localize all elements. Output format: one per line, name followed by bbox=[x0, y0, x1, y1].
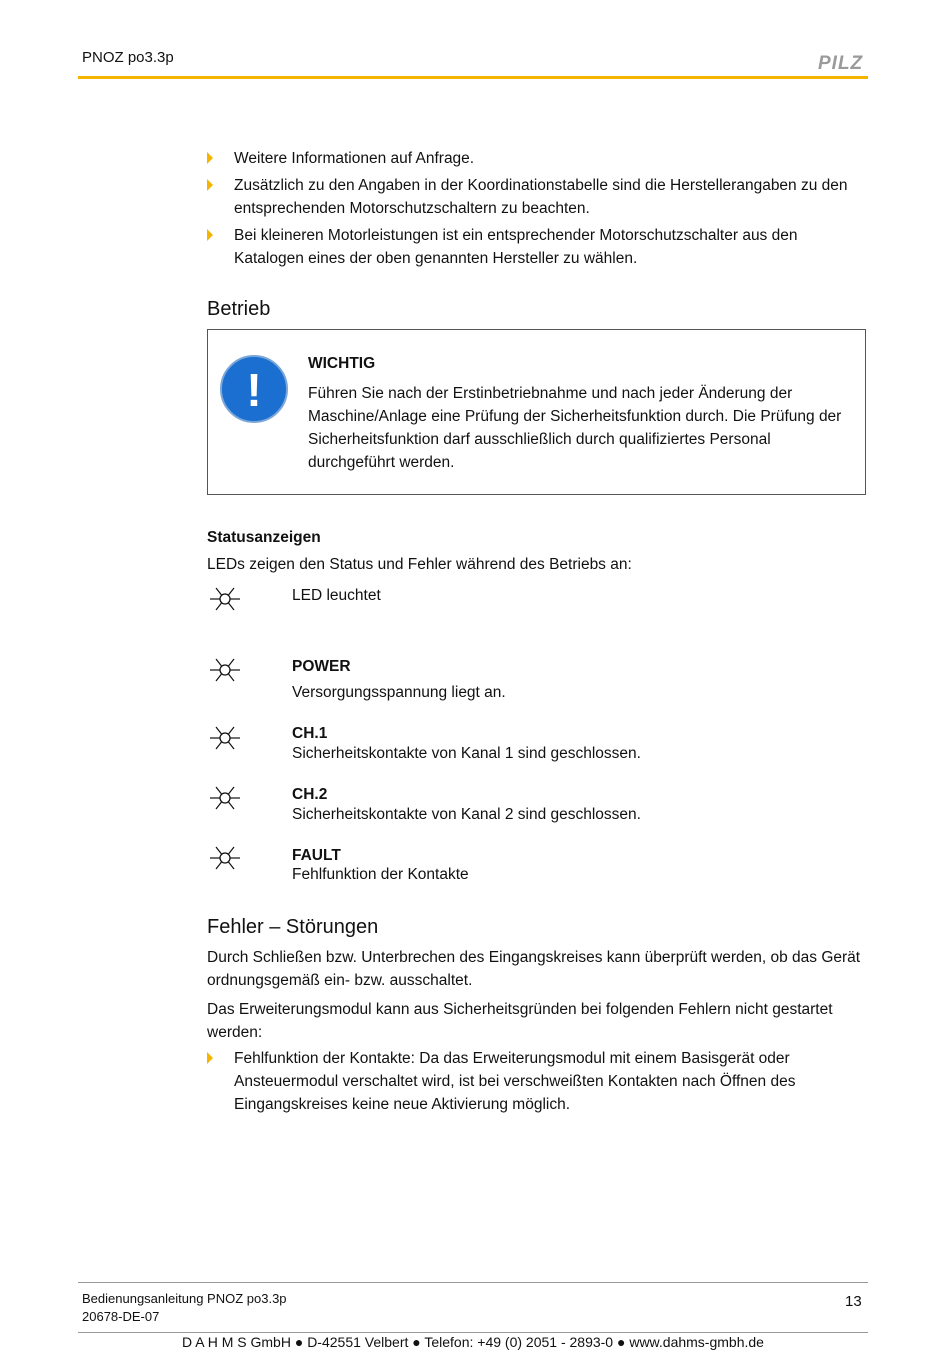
footer-divider bbox=[78, 1282, 868, 1283]
footer-divider bbox=[78, 1332, 868, 1333]
bullet-arrow-icon bbox=[207, 229, 213, 241]
heading-betrieb: Betrieb bbox=[207, 298, 271, 320]
bullet-text: Bei kleineren Motorleistungen ist ein entsprechender Motorschutzschalter aus den Katalogen eines der oben genannten Hersteller zu wählen. bbox=[234, 227, 798, 267]
exclamation-icon: ! bbox=[220, 355, 288, 423]
bullet-arrow-icon bbox=[207, 179, 213, 191]
footer-doc-title: Bedienungsanleitung PNOZ po3.3p bbox=[82, 1291, 287, 1306]
led-legend-text: LED leuchtet bbox=[292, 587, 381, 604]
fehler-paragraph-1: Durch Schließen bzw. Unterbrechen des Eingangskreises kann überprüft werden, ob das Gerät ordnungsgemäß ein- bzw. ausschaltet. bbox=[207, 949, 861, 989]
bullet-text: Weitere Informationen auf Anfrage. bbox=[234, 150, 475, 167]
heading-status: Statusanzeigen bbox=[207, 529, 321, 546]
led-on-icon bbox=[208, 723, 242, 753]
led-description: Sicherheitskontakte von Kanal 1 sind geschlossen. bbox=[292, 745, 641, 762]
bullet-arrow-icon bbox=[207, 1052, 213, 1064]
pilz-logo: PILZ bbox=[818, 53, 864, 74]
footer-doc-number: 20678-DE-07 bbox=[82, 1309, 160, 1324]
fehler-paragraph-2: Das Erweiterungsmodul kann aus Sicherheitsgründen bei folgenden Fehlern nicht gestartet werden: bbox=[207, 1001, 833, 1041]
page-number: 13 bbox=[845, 1293, 862, 1310]
footer-company: D A H M S GmbH ● D-42551 Velbert ● Telefon: +49 (0) 2051 - 2893-0 ● www.dahms-gmbh.de bbox=[182, 1334, 764, 1350]
bullet-arrow-icon bbox=[207, 152, 213, 164]
header-title: PNOZ po3.3p bbox=[82, 49, 174, 66]
led-description: Fehlfunktion der Kontakte bbox=[292, 866, 469, 883]
bullet-text: Fehlfunktion der Kontakte: Da das Erweiterungsmodul mit einem Basisgerät oder Ansteuermodul verschaltet wird, ist bei verschweißten Kontakten nach Öffnen des Eingangskreises keine neue Aktivierung möglich. bbox=[234, 1050, 796, 1113]
led-on-icon bbox=[208, 783, 242, 813]
status-intro: LEDs zeigen den Status und Fehler während des Betriebs an: bbox=[207, 556, 632, 573]
notice-title: WICHTIG bbox=[308, 355, 376, 372]
led-name: CH.1 bbox=[292, 725, 328, 742]
led-on-icon bbox=[208, 655, 242, 685]
header-divider bbox=[78, 76, 868, 79]
led-name: CH.2 bbox=[292, 786, 328, 803]
bullet-text: Zusätzlich zu den Angaben in der Koordinationstabelle sind die Herstellerangaben zu den entsprechenden Motorschutzschaltern zu beachten. bbox=[234, 177, 848, 217]
led-name: POWER bbox=[292, 658, 351, 675]
heading-fehler: Fehler – Störungen bbox=[207, 916, 379, 938]
led-name: FAULT bbox=[292, 847, 341, 864]
led-description: Versorgungsspannung liegt an. bbox=[292, 684, 506, 701]
led-on-icon bbox=[208, 584, 242, 614]
led-on-icon bbox=[208, 843, 242, 873]
led-description: Sicherheitskontakte von Kanal 2 sind geschlossen. bbox=[292, 806, 641, 823]
notice-text: Führen Sie nach der Erstinbetriebnahme und nach jeder Änderung der Maschine/Anlage eine Prüfung der Sicherheitsfunktion durch. Die Prüfung der Sicherheitsfunktion darf ausschließlich durch qualifiziertes Personal durchgeführt werden. bbox=[308, 385, 842, 471]
footer-doc-info bbox=[82, 1290, 287, 1326]
